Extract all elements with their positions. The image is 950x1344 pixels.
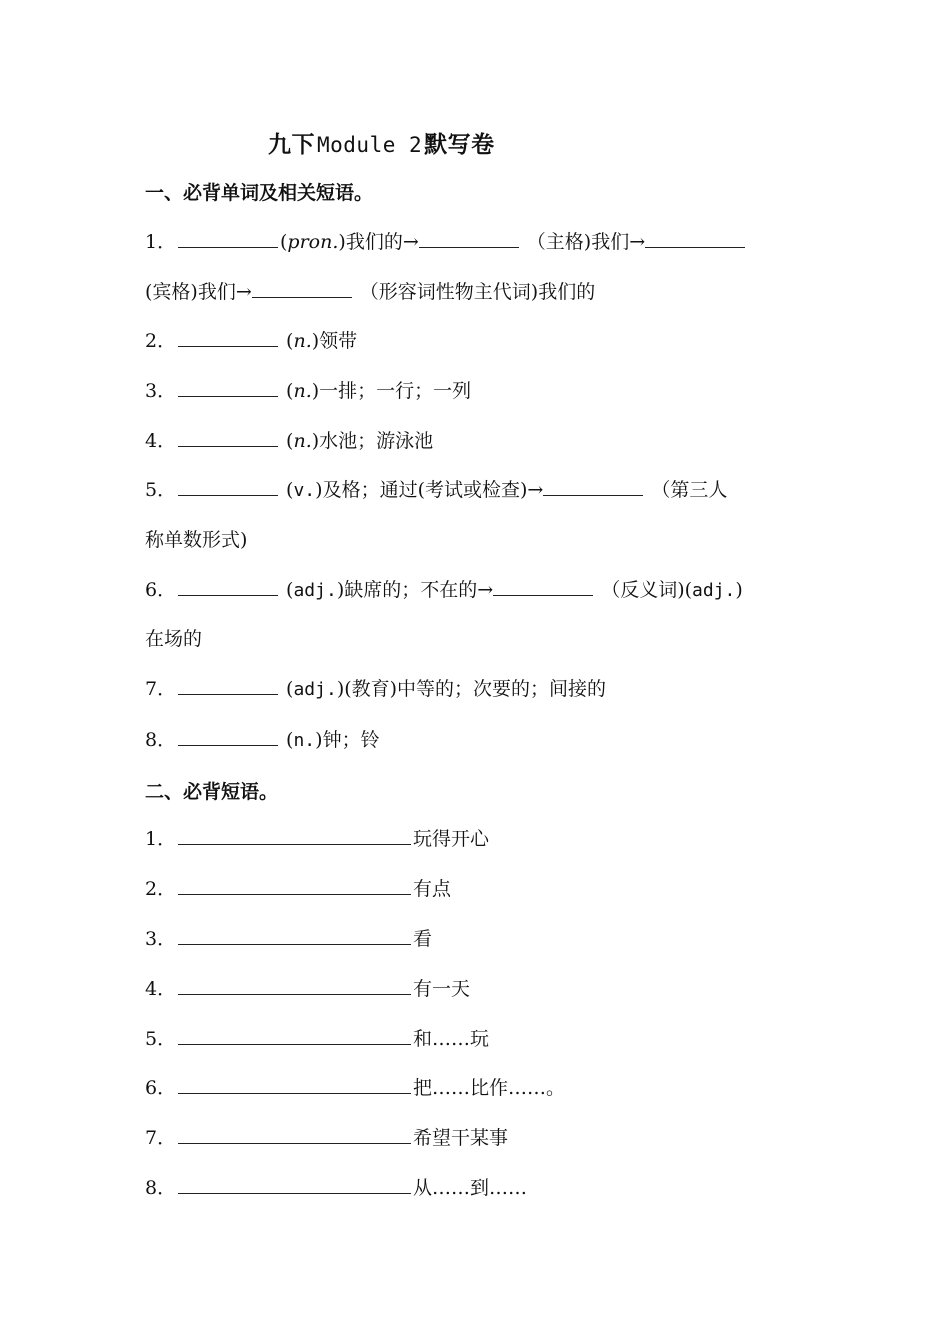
answer-blank[interactable] [178,727,278,746]
s1-item-2: 2． (n.)领带 [145,330,358,352]
part-of-speech: n. [293,730,316,751]
s2-item-1 [145,826,489,852]
part-of-speech: adj. [692,580,736,601]
item-text: 缺席的；不在的→ [344,579,494,601]
item-text: 从……到…… [413,1177,528,1199]
answer-blank[interactable] [178,328,278,347]
item-number: 1． [145,231,177,253]
item-text: （反义词)( [601,579,693,601]
item-number: 1． [145,828,177,850]
item-text: 称单数形式) [145,529,248,551]
s1-item-7: 7． (adj.)(教育)中等的；次要的；间接的 [145,678,607,700]
answer-blank[interactable] [645,229,745,248]
s2-item-4 [145,976,470,1002]
item-text: 玩得开心 [413,828,490,850]
item-text: 和……玩 [413,1028,490,1050]
answer-blank[interactable] [178,826,411,845]
s1-item-5: 5． (v.)及格；通过(考试或检查)→ （第三人 [145,479,728,501]
answer-blank[interactable] [178,1175,411,1194]
item-number: 2． [145,878,177,900]
part-of-speech: v. [293,480,316,501]
answer-blank[interactable] [178,477,278,496]
title-suffix: 默写卷 [424,131,495,158]
answer-blank[interactable] [178,378,278,397]
s1-item-1-cont [145,279,595,305]
part-of-speech: adj. [293,580,337,601]
item-text: 在场的 [145,628,203,650]
item-text: （第三人 [651,479,728,501]
answer-blank[interactable] [178,676,278,695]
s1-item-3: 3． (n.)一排；一行；一列 [145,380,472,402]
item-text: 及格；通过(考试或检查)→ [322,479,544,501]
answer-blank[interactable] [178,428,278,447]
answer-blank[interactable] [178,1075,411,1094]
s1-item-5-cont [145,527,247,553]
item-text: 钟；铃 [322,729,380,751]
s1-item-6-cont [145,626,202,652]
answer-blank[interactable] [178,1026,411,1045]
item-text: 看 [413,928,433,950]
page-title [268,126,495,159]
item-number: 2． [145,330,177,352]
item-number: 4． [145,430,177,452]
s1-item-1: 1． (pron.)我们的→ （主格)我们→ [145,229,747,255]
item-text: 希望干某事 [413,1127,509,1149]
item-text: ) [735,579,743,601]
item-text: (教育)中等的；次要的；间接的 [344,678,607,700]
answer-blank[interactable] [252,279,352,298]
s1-item-6: 6． (adj.)缺席的；不在的→ （反义词)(adj.) [145,579,743,601]
item-number: 3． [145,928,177,950]
answer-blank[interactable] [178,1125,411,1144]
item-number: 5． [145,479,177,501]
item-text: 一排；一行；一列 [319,380,472,402]
part-of-speech: n. [293,380,312,402]
answer-blank[interactable] [543,477,643,496]
section2-heading: 二、必背短语。 [145,781,279,803]
item-number: 4． [145,978,177,1000]
s2-item-5 [145,1026,489,1052]
part-of-speech: adj. [293,679,337,700]
item-number: 6． [145,1077,177,1099]
item-text: （主格)我们→ [526,231,646,253]
answer-blank[interactable] [178,876,411,895]
item-text: 把……比作……。 [413,1077,566,1099]
answer-blank[interactable] [178,229,278,248]
item-text: （形容词性物主代词)我们的 [359,281,596,303]
item-text: 有点 [413,878,452,900]
s2-item-7 [145,1125,508,1151]
item-text: 我们的→ [345,231,419,253]
title-module: Module 2 [317,133,423,157]
item-number: 3． [145,380,177,402]
title-prefix: 九下 [268,131,315,158]
section1-heading: 一、必背单词及相关短语。 [145,182,374,204]
part-of-speech: n. [293,430,312,452]
item-text: (宾格)我们→ [145,281,252,303]
item-text: 领带 [319,330,358,352]
part-of-speech: n. [293,330,312,352]
item-number: 8． [145,1177,177,1199]
item-number: 8． [145,729,177,751]
answer-blank[interactable] [493,577,593,596]
s2-item-6 [145,1075,565,1101]
s2-item-2 [145,876,451,902]
s2-item-8 [145,1175,527,1201]
answer-blank[interactable] [178,577,278,596]
part-of-speech: pron. [287,231,339,253]
item-text: 水池；游泳池 [319,430,434,452]
answer-blank[interactable] [419,229,519,248]
item-text: 有一天 [413,978,471,1000]
s1-item-8: 8． (n.)钟；铃 [145,729,380,751]
answer-blank[interactable] [178,976,411,995]
item-number: 6． [145,579,177,601]
answer-blank[interactable] [178,926,411,945]
item-number: 7． [145,1127,177,1149]
s2-item-3 [145,926,432,952]
s1-item-4: 4． (n.)水池；游泳池 [145,430,434,452]
item-number: 5． [145,1028,177,1050]
item-number: 7． [145,678,177,700]
